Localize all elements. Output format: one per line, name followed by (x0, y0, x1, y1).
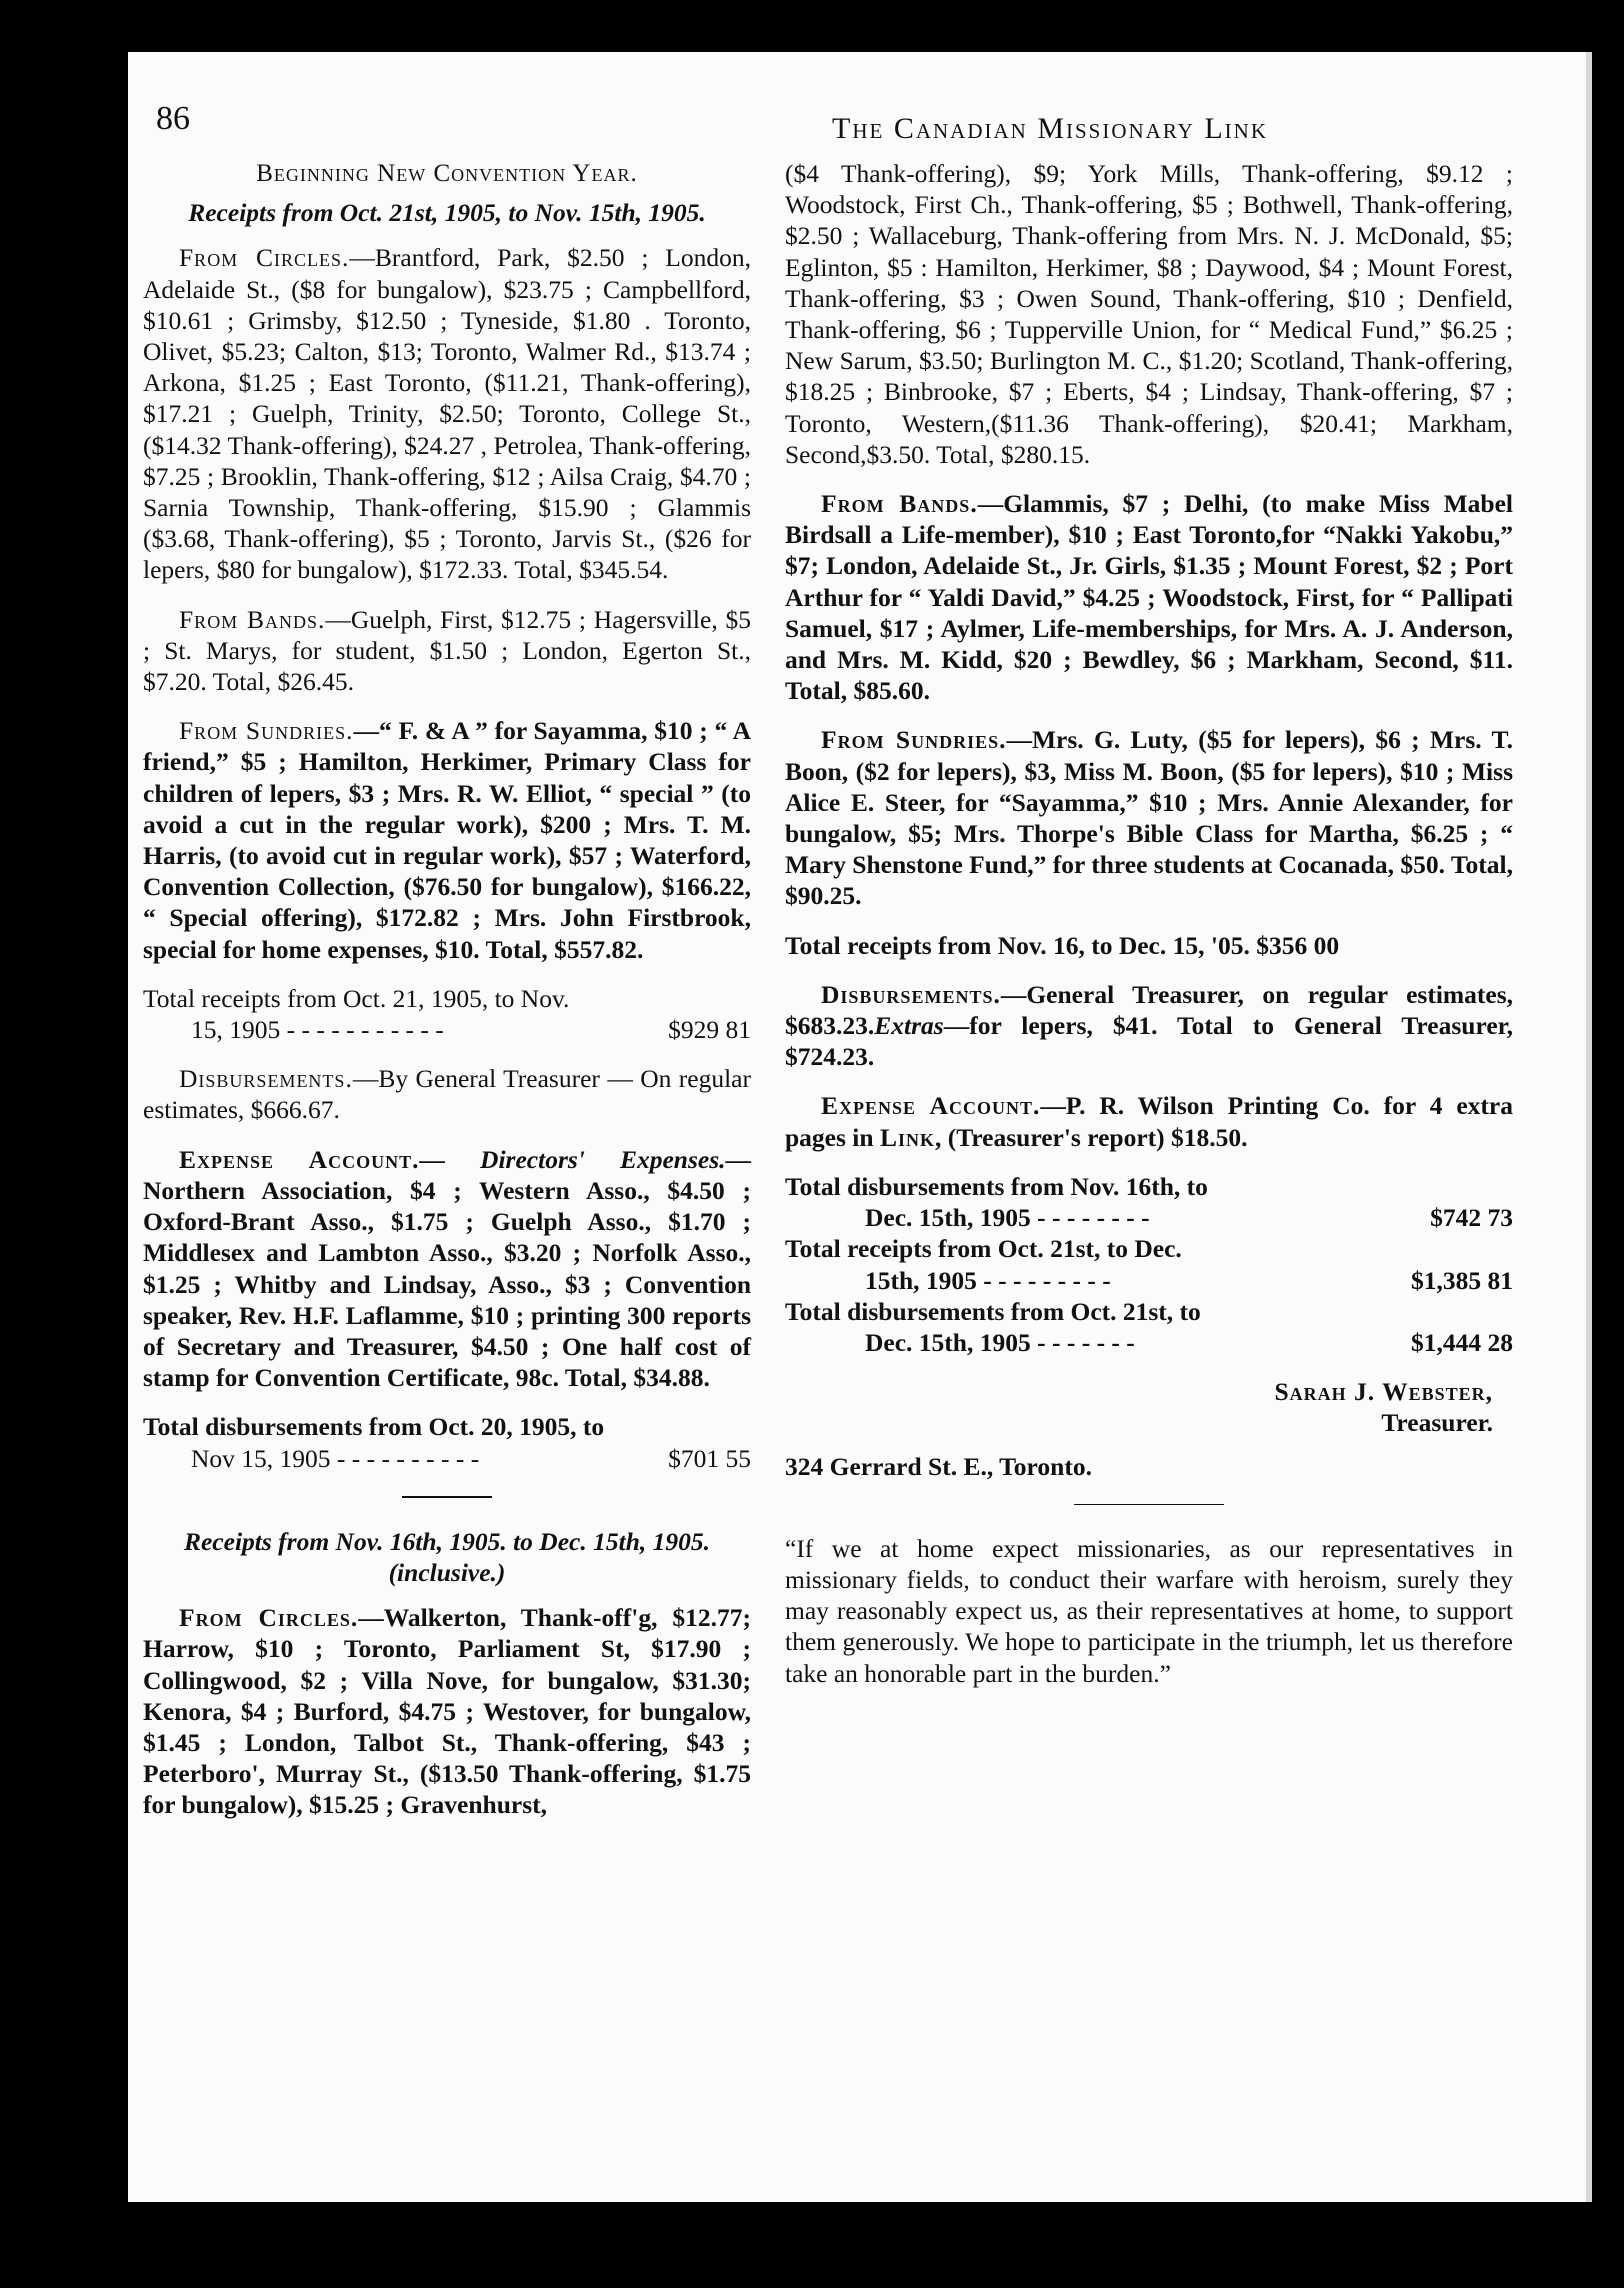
sundries-text-1: —“ F. & A ” for Sayamma, $10 ; “ A friend,” $5 ; Hamilton, Herkimer, Primary Class for children of lepers, $3 ; Mrs. R. W. Elliot, “ special ” (to avoid a cut in the regular work), $200 ; Mrs. T. M. Harris, (to avoid cut in regular work), $57 ; Waterford, Convention Collection, ($76.50 for bungalow), $166.22, “ Special offering), $172.82 ; Mrs. John Firstbrook, special for home expenses, $10. Total, $557.82. (143, 716, 751, 964)
running-title: The Canadian Missionary Link (832, 112, 1268, 145)
sundries-text-2: —Mrs. G. Luty, ($5 for lepers), $6 ; Mrs. T. Boon, ($2 for lepers), $3, Miss M. Boon, ($5 for lepers), $10 ; Miss Alice E. Steer, for “Sayamma,” $10 ; Mrs. Annie Alexander, for bungalow, $5; Mrs. Thorpe's Bible Class for Martha, $6.25 ; “ Mary Shenstone Fund,” for three students at Cocanada, $50. Total, $90.25. (785, 725, 1513, 911)
page-number: 86 (156, 100, 190, 137)
disbursements-label: Disbursements. (179, 1064, 353, 1094)
total-disbursements-date: Nov 15, 1905 - - - - - - - - - - (191, 1443, 480, 1473)
total-disbursements-line: Total disbursements from Oct. 20, 1905, to (143, 1412, 605, 1442)
circles-text-1: —Brantford, Park, $2.50 ; London, Adelaide St., ($8 for bungalow), $23.75 ; Campbellford, $10.61 ; Grimsby, $12.50 ; Tyneside, $1.80 . Toronto, Olivet, $5.23; Calton, $13; Toronto, Walmer Rd., $13.74 ; Arkona, $1.25 ; East Toronto, ($11.21, Thank-offering), $17.21 ; Guelph, Trinity, $2.50; Toronto, College St., ($14.32 Thank-offering), $24.27 , Petrolea, Thank-offering, $7.25 ; Brooklin, Thank-offering, $12 ; Ailsa Craig, $4.70 ; Sarnia Township, Thank-offering, $15.90 ; Glammis ($3.68, Thank-offering), $5 ; Toronto, Jarvis St., ($26 for lepers, $80 for bungalow), $172.33. Total, $345.54. (143, 243, 751, 585)
quote-paragraph: “If we at home expect missionaries, as our representatives in missionary fields, to conduct their warfare with heroism, surely they may reasonably expect us, as their representatives at home, to support them generously. We hope to participate in the triumph, let us therefore take an honorable part in the burden.” (785, 1533, 1513, 1688)
disbursements-text-2b: —for lepers, $41. Total to General Treasurer, $724.23. (785, 1011, 1513, 1072)
total-receipts-line: Total receipts from Oct. 21, 1905, to Nov. (143, 983, 570, 1013)
expense-paragraph-2 (785, 1090, 1513, 1152)
total-receipts-amount: $929 81 (668, 1015, 751, 1045)
inclusive-note: (inclusive.) (388, 1557, 506, 1587)
circles-continued: ($4 Thank-offering), $9; York Mills, Thank-offering, $9.12 ; Woodstock, First Ch., Thank-offering, $5 ; Bothwell, Thank-offering, $2.50 ; Wallaceburg, Thank-offering from Mrs. N. J. McDonald, $5; Eglinton, $5 : Hamilton, Herkimer, $8 ; Daywood, $4 ; Mount Forest, Thank-offering, $3 ; Owen Sound, Thank-offering, $10 ; Denfield, Thank-offering, $6 ; Tupperville Union, for “ Medical Fund,” $6.25 ; New Sarum, $3.50; Burlington M. C., $1.20; Scotland, Thank-offering, $18.25 ; Binbrooke, $7 ; Eberts, $4 ; Lindsay, Thank-offering, $7 ; Toronto, Western,($11.36 Thank-offering), $20.41; Markham, Second,$3.50. Total, $280.15. (785, 159, 1513, 469)
total-row-3-amount: $1,444 28 (1411, 1327, 1513, 1357)
total-line-3: Total disbursements from Oct. 21st, to (785, 1296, 1201, 1326)
from-circles-label: From Circles. (179, 243, 350, 273)
right-column (785, 158, 1513, 1707)
bands-paragraph-2 (785, 488, 1513, 706)
page-edge (1586, 52, 1592, 2202)
signature (785, 1376, 1513, 1438)
from-circles-label-2: From Circles. (179, 1603, 359, 1633)
total-row-2 (785, 1265, 1513, 1296)
from-sundries-label-2: From Sundries. (821, 725, 1007, 755)
total-row-3 (785, 1327, 1513, 1358)
disbursements-text-1: —By General Treasurer — On regular estimates, $666.67. (143, 1064, 751, 1125)
disbursements-paragraph-2 (785, 979, 1513, 1073)
circles-paragraph-2 (143, 1602, 751, 1820)
total-disbursements-row (143, 1443, 751, 1474)
expense-text-2: —P. R. Wilson Printing Co. for 4 extra pages in (785, 1091, 1513, 1152)
section-heading: Beginning New Convention Year. (256, 160, 638, 187)
total-disbursements-amount: $701 55 (668, 1443, 751, 1473)
total-row-2-amount: $1,385 81 (1411, 1265, 1513, 1295)
left-column (143, 158, 751, 1839)
total-receipts-date: 15, 1905 - - - - - - - - - - - (191, 1015, 444, 1045)
total-disbursements-block (143, 1411, 751, 1473)
total-receipts-2: Total receipts from Nov. 16, to Dec. 15, '05. $356 00 (785, 930, 1340, 960)
circles-text-2: —Walkerton, Thank-off'g, $12.77; Harrow, $10 ; Toronto, Parliament St, $17.90 ; Collingwood, $2 ; Villa Nove, for bungalow, $31.30; Kenora, $4 ; Burford, $4.75 ; Westover, for bungalow, $1.45 ; London, Talbot St., Thank-offering, $43 ; Peterboro', Murray St., ($13.50 Thank-offering, $1.75 for bungalow), $15.25 ; Gravenhurst, (143, 1603, 751, 1820)
total-row-2-date: 15th, 1905 - - - - - - - - - (865, 1265, 1111, 1295)
total-line-1: Total disbursements from Nov. 16th, to (785, 1171, 1208, 1201)
bands-paragraph-1 (143, 604, 751, 698)
link-name: Link (879, 1122, 935, 1152)
section-divider (402, 1496, 492, 1498)
extras-label: Extras (874, 1011, 944, 1041)
expense-paragraph-1 (143, 1144, 751, 1394)
quote-divider (1074, 1504, 1224, 1505)
total-line-2: Total receipts from Oct. 21st, to Dec. (785, 1234, 1182, 1264)
disbursements-paragraph-1 (143, 1063, 751, 1125)
signature-name: Sarah J. Webster, (1274, 1377, 1493, 1407)
receipts-subheading-2 (143, 1526, 751, 1588)
from-bands-label: From Bands. (179, 604, 326, 634)
total-row-3-date: Dec. 15th, 1905 - - - - - - - (865, 1327, 1135, 1357)
sundries-paragraph-1 (143, 715, 751, 965)
sundries-paragraph-2 (785, 724, 1513, 911)
total-receipts-block (143, 983, 751, 1045)
receipts-subheading-2-text: Receipts from Nov. 16th, 1905. to Dec. 15th, 1905. (183, 1526, 710, 1556)
bands-text-2: —Glammis, $7 ; Delhi, (to make Miss Mabel Birdsall a Life-member), $10 ; East Toronto,for “Nakki Yakobu,” $7; London, Adelaide St., Jr. Girls, $1.35 ; Mount Forest, $2 ; Port Arthur for “ Yaldi David,” $4.25 ; Woodstock, First, for “ Pallipati Samuel, $17 ; Aylmer, Life-memberships, for Mrs. A. J. Anderson, and Mrs. M. Kidd, $20 ; Bewdley, $6 ; Markham, Second, $11. Total, $85.60. (785, 489, 1513, 706)
receipts-subheading-1: Receipts from Oct. 21st, 1905, to Nov. 15th, 1905. (188, 198, 706, 228)
total-row-1-date: Dec. 15th, 1905 - - - - - - - - (865, 1203, 1150, 1233)
disbursements-label-2: Disbursements. (821, 979, 1001, 1009)
expense-text-1: —Northern Association, $4 ; Western Asso., $4.50 ; Oxford-Brant Asso., $1.75 ; Guelph Asso., $1.70 ; Middlesex and Lambton Asso., $3.20 ; Norfolk Asso., $1.25 ; Whitby and Lindsay, Asso., $3 ; Convention speaker, Rev. H.F. Laflamme, $10 ; printing 300 reports of Secretary and Treasurer, $4.50 ; One half cost of stamp for Convention Certificate, 98c. Total, $34.88. (143, 1144, 751, 1393)
expense-account-label: Expense Account. (179, 1144, 420, 1174)
expense-account-label-2: Expense Account. (821, 1091, 1041, 1121)
signature-title: Treasurer. (1381, 1408, 1493, 1438)
total-row-1-amount: $742 73 (1430, 1203, 1513, 1233)
totals-block-right (785, 1171, 1513, 1358)
from-sundries-label: From Sundries. (179, 716, 354, 746)
expense-text-2b: , (Treasurer's report) $18.50. (934, 1122, 1248, 1152)
disbursements-text-2: —General Treasurer, on regular estimates, $683.23. (785, 979, 1513, 1041)
total-receipts-row (143, 1014, 751, 1045)
total-row-1 (785, 1202, 1513, 1233)
address: 324 Gerrard St. E., Toronto. (785, 1451, 1092, 1481)
bands-text-1: —Guelph, First, $12.75 ; Hagersville, $5 ; St. Marys, for student, $1.50 ; London, Egerton St., $7.20. Total, $26.45. (143, 604, 751, 697)
directors-expenses-label: — Directors' Expenses. (419, 1144, 726, 1174)
from-bands-label-2: From Bands. (821, 489, 978, 519)
circles-paragraph-1 (143, 242, 751, 585)
